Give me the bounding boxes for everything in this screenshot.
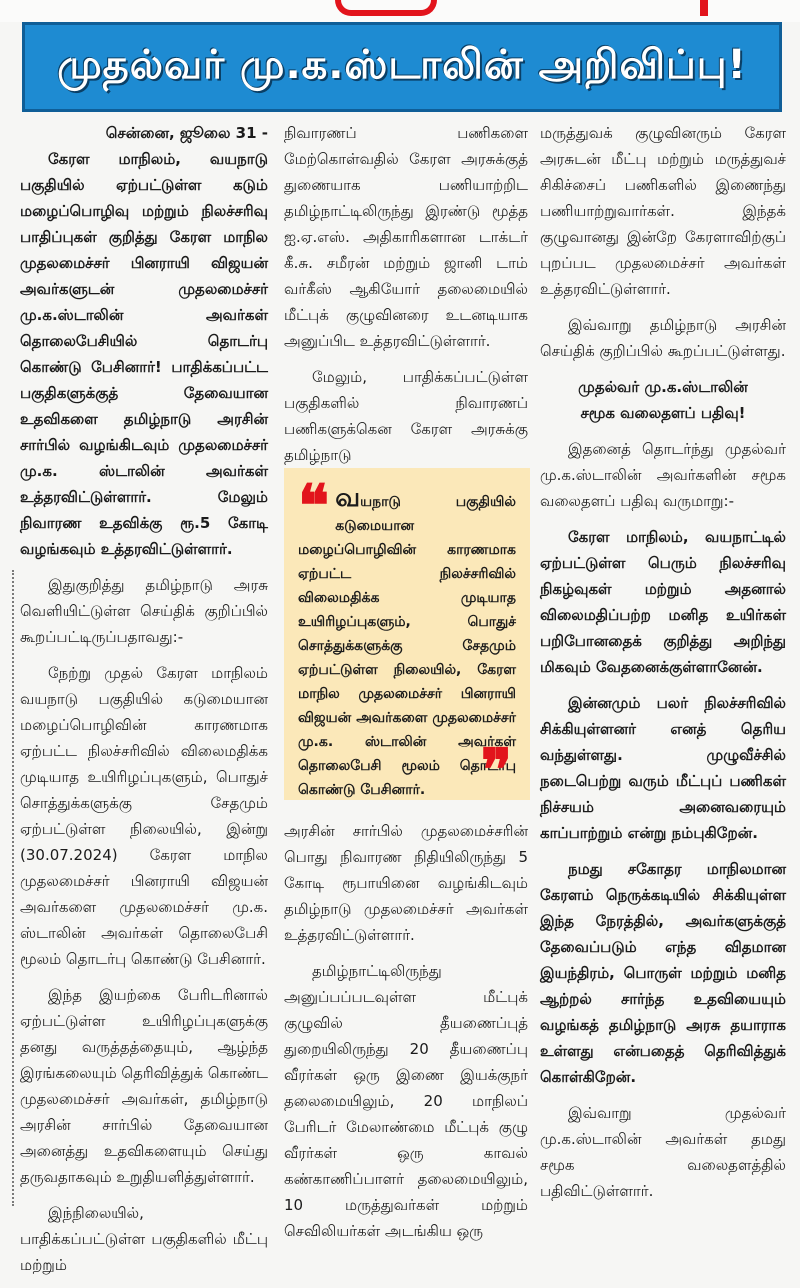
article-column-1 xyxy=(20,120,268,1288)
article-column-2-continued xyxy=(284,818,528,1254)
dateline: சென்னை, ஜூலை 31 - xyxy=(105,124,268,142)
close-quote-icon: ❞ xyxy=(480,736,512,804)
subheading xyxy=(540,374,786,426)
masthead-mark xyxy=(335,0,437,16)
paragraph: மருத்துவக் குழுவினரும் கேரள அரசுடன் மீட்பு மற்றும் மருத்துவச் சிகிச்சைப் பணிகளில் இணைந்து பணியாற்றுவார்கள். இந்தக் குழுவானது இன்றே கேரளாவிற்குப் புறப்பட முதலமைச்சர் அவர்கள் உத்தரவிட்டுள்ளார். xyxy=(540,124,786,298)
drop-cap: வ xyxy=(335,483,361,513)
top-strip xyxy=(0,0,800,22)
paragraph: இந்த இயற்கை பேரிடரினால் ஏற்பட்டுள்ள உயிரிழப்புகளுக்கு தனது வருத்தத்தையும், ஆழ்ந்த இரங்கலையும் தெரிவித்துக் கொண்ட முதலமைச்சர் அவர்கள், தமிழ்நாடு அரசின் சார்பில் தேவையான அனைத்து உதவிகளையும் செய்து தருவதாகவும் உறுதியளித்துள்ளார். xyxy=(20,986,268,1186)
paragraph: நமது சகோதர மாநிலமான கேரளம் நெருக்கடியில் சிக்கியுள்ள இந்த நேரத்தில், அவர்களுக்குத் தேவைப்படும் எந்த விதமான இயந்திரம், பொருள் மற்றும் மனித ஆற்றல் சார்ந்த உதவியையும் வழங்கத் தமிழ்நாடு அரசு தயாராக உள்ளது என்பதைத் தெரிவித்துக் கொள்கிறேன். xyxy=(540,860,786,1086)
paragraph: இதுகுறித்து தமிழ்நாடு அரசு வெளியிட்டுள்ள செய்திக் குறிப்பில் கூறப்பட்டிருப்பதாவது:- xyxy=(20,576,268,646)
paragraph: இவ்வாறு முதல்வர் மு.க.ஸ்டாலின் அவர்கள் தமது சமூக வலைதளத்தில் பதிவிட்டுள்ளார். xyxy=(540,1104,786,1200)
column-divider xyxy=(12,570,14,1206)
paragraph: இன்னமும் பலர் நிலச்சரிவில் சிக்கியுள்ளனர் எனத் தெரிய வந்துள்ளது. முழுவீச்சில் நடைபெற்று வரும் மீட்புப் பணிகள் நிச்சயம் அனைவரையும் காப்பாற்றும் என்று நம்புகிறேன். xyxy=(540,694,786,842)
pull-quote-body: யநாடு பகுதியில் கடுமையான மழைப்பொழிவின் காரணமாக ஏற்பட்ட நிலச்சரிவில் விலைமதிக்க முடியாத உயிரிழப்புகளும், பொதுச் சொத்துக்களுக்கு சேதமும் ஏற்பட்டுள்ள நிலையில், கேரள மாநில முதலமைச்சர் பினராயி விஜயன் அவர்களை முதலமைச்சர் மு.க. ஸ்டாலின் அவர்கள் தொலைபேசி மூலம் தொடர்பு கொண்டு பேசினார். xyxy=(298,494,516,798)
subheading-line-2: சமூக வலைதளப் பதிவு! xyxy=(580,404,746,422)
article-column-3 xyxy=(540,120,786,1214)
masthead-bar xyxy=(700,0,708,16)
paragraph: கேரள மாநிலம், வயநாட்டில் ஏற்பட்டுள்ள பெரும் நிலச்சரிவு நிகழ்வுகள் மற்றும் அதனால் விலைமதிப்பற்ற மனித உயிர்கள் பறிபோனதைக் குறித்து அறிந்து மிகவும் வேதனைக்குள்ளானேன். xyxy=(540,528,786,676)
paragraph: நிவாரணப் பணிகளை மேற்கொள்வதில் கேரள அரசுக்குத் துணையாக பணியாற்றிட தமிழ்நாட்டிலிருந்து இரண்டு மூத்த ஐ.ஏ.எஸ். அதிகாரிகளான டாக்டர் கீ.சு. சமீரன் மற்றும் ஜானி டாம் வர்கீஸ் ஆகியோர் தலைமையில் மீட்புக் குழுவினரை உடனடியாக அனுப்பிட உத்தரவிட்டுள்ளார். xyxy=(284,124,528,350)
headline-banner xyxy=(22,22,782,112)
pull-quote xyxy=(284,468,530,804)
subheading-line-1: முதல்வர் மு.க.ஸ்டாலின் xyxy=(578,378,748,396)
paragraph: அரசின் சார்பில் முதலமைச்சரின் பொது நிவாரண நிதியிலிருந்து 5 கோடி ரூபாயினை வழங்கிடவும் தமிழ்நாடு முதலமைச்சர் அவர்கள் உத்தரவிட்டுள்ளார். xyxy=(284,822,528,944)
lead-paragraph: கேரள மாநிலம், வயநாடு பகுதியில் ஏற்பட்டுள்ள கடும் மழைப்பொழிவு மற்றும் நிலச்சரிவு பாதிப்புகள் குறித்து கேரள மாநில முதலமைச்சர் பினராயி விஜயன் அவர்களுடன் முதலமைச்சர் மு.க.ஸ்டாலின் அவர்கள் தொலைபேசியில் தொடர்பு கொண்டு பேசினார்! பாதிக்கப்பட்ட பகுதிகளுக்குத் தேவையான உதவிகளை தமிழ்நாடு அரசின் சார்பில் வழங்கிடவும் முதலமைச்சர் மு.க. ஸ்டாலின் அவர்கள் உத்தரவிட்டுள்ளார். மேலும் நிவாரண உதவிக்கு ரூ.5 கோடி வழங்கவும் உத்தரவிட்டுள்ளார். xyxy=(20,150,268,558)
paragraph: இவ்வாறு தமிழ்நாடு அரசின் செய்திக் குறிப்பில் கூறப்பட்டுள்ளது. xyxy=(540,316,786,360)
open-quote-icon: ❝ xyxy=(298,472,330,540)
paragraph: நேற்று முதல் கேரள மாநிலம் வயநாடு பகுதியில் கடுமையான மழைப்பொழிவின் காரணமாக ஏற்பட்ட நிலச்சரிவில் விலைமதிக்க முடியாத உயிரிழப்புகளும், பொதுச் சொத்துக்களுக்கு சேதமும் ஏற்பட்டுள்ள நிலையில், இன்று (30.07.2024) கேரள மாநில முதலமைச்சர் பினராயி விஜயன் அவர்களை முதலமைச்சர் மு.க. ஸ்டாலின் அவர்கள் தொலைபேசி மூலம் தொடர்பு கொண்டு பேசினார். xyxy=(20,664,268,968)
paragraph: மேலும், பாதிக்கப்பட்டுள்ள பகுதிகளில் நிவாரணப் பணிகளுக்கென கேரள அரசுக்கு தமிழ்நாடு xyxy=(284,368,528,464)
paragraph: இந்நிலையில், பாதிக்கப்பட்டுள்ள பகுதிகளில் மீட்பு மற்றும் xyxy=(20,1204,268,1274)
paragraph: தமிழ்நாட்டிலிருந்து அனுப்பப்படவுள்ள மீட்புக் குழுவில் தீயணைப்புத் துறையிலிருந்து 20 தீயணைப்பு வீரர்கள் ஒரு இணை இயக்குநர் தலைமையிலும், 20 மாநிலப் பேரிடர் மேலாண்மை மீட்புக் குழு வீரர்கள் ஒரு காவல் கண்காணிப்பாளர் தலைமையிலும், 10 மருத்துவர்கள் மற்றும் செவிலியர்கள் அடங்கிய ஒரு xyxy=(284,962,528,1240)
page-title: முதல்வர் மு.க.ஸ்டாலின் அறிவிப்பு! xyxy=(57,41,747,88)
article-column-2 xyxy=(284,120,528,478)
paragraph: இதனைத் தொடர்ந்து முதல்வர் மு.க.ஸ்டாலின் அவர்களின் சமூக வலைதளப் பதிவு வருமாறு:- xyxy=(540,440,786,510)
